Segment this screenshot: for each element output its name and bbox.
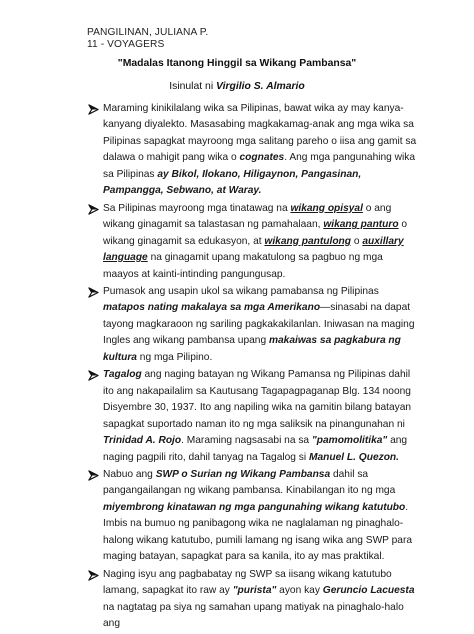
bullet-text: o wikang ginagamit sa edukasyon, at — [103, 219, 408, 247]
bullet-text: Nabuo ang — [103, 468, 156, 480]
bullet-text: o — [351, 235, 363, 247]
bullet-text: cognates — [239, 152, 285, 164]
document-title: "Madalas Itanong Hinggil sa Wikang Pambansa" — [117, 58, 357, 69]
bullet-text: ayon kay — [276, 585, 323, 597]
arrowhead-bullet-icon — [88, 104, 99, 115]
bullet-item — [88, 467, 418, 566]
bullet-text: . Ang mga pangunahing wika sa Pilipinas — [103, 152, 416, 180]
bullet-item — [88, 201, 418, 283]
bullet-text: wikang opisyal — [290, 202, 363, 214]
bullet-text: ay Bikol, Ilokano, Hiligaynon, Pangasinan, Pampangga, Sebwano, at Waray. — [103, 168, 362, 197]
student-header — [87, 27, 208, 51]
bullet-text: Maraming kinikilalang wika sa Pilipinas, bawat wika ay may kanya-kanyang diyalekto. Masasabing magkakamag-anak ang mga wika sa Pilipinas sapagkat mayroong mga salitang pareho o iisa ang gamit sa dalawa o mahigit pang wika o — [103, 103, 417, 164]
bullet-text: ang naging batayan ng Wikang Pamansa ng Pilipinas dahil ito ang nakapailalim sa — [103, 369, 411, 397]
bullet-text: Trinidad A. Rojo — [103, 435, 182, 447]
bullet-text: —sinasabi na dapat tayong magkaraoon ng sariling pagkakakilanlan. Iniwasan na maging Ingles ang wikang pambansa upang — [103, 302, 415, 347]
bullet-text: . Ito ang napiling wika na gamitin bilang batayan sapagkat suportado naman ito ng mga saliksik na pinangunahan ni — [103, 402, 412, 430]
bullet-text: ng mga Pilipino. — [136, 351, 213, 363]
arrowhead-bullet-icon — [88, 287, 99, 298]
arrowhead-bullet-icon — [88, 570, 99, 581]
bullet-text: ang naging pagpili rito, dahil tanyag na Tagalog si — [103, 435, 408, 463]
bullet-item — [88, 284, 418, 366]
bullet-text: na ginagamit upang makatulong sa pagbuo ng mga maayos at kainti-intinding pangungusap. — [103, 252, 383, 280]
bullet-text: dahil sa pangangailangan ng wikang pambansa. Kinabilangan ito ng mga — [103, 468, 396, 497]
bullet-text: Naging isyu ang pagbabatay ng SWP sa iisang wikang katutubo lamang, sapagkat ito raw ay — [103, 568, 392, 597]
bullet-text: Geruncio Lacuesta — [322, 585, 415, 597]
bullet-text: Kautusang Tagapagpaganap Blg. 134 noong Disyembre 30, 1937 — [103, 385, 411, 414]
bullet-text: . Imbis na bumuo ng panibagong wika ne naglalaman ng pinaghalo-halong wikang katutubo, pumili lamang ng isang wika ang SWP para maging batayan, sapagkat para sa kanila, ito ay mas praktikal. — [103, 501, 413, 563]
author-name: Virgilio S. Almario — [216, 81, 305, 92]
bullet-item — [88, 567, 418, 633]
bullet-text: Sa Pilipinas mayroong mga tinatawag na — [103, 202, 291, 214]
arrowhead-bullet-icon — [88, 370, 99, 381]
bullet-text: Pumasok ang usapin ukol sa wikang pamabansa ng Pilipinas — [103, 285, 379, 297]
bullet-item — [88, 367, 418, 466]
bullet-text: . Maraming nagsasabi na sa — [181, 435, 312, 447]
bullet-text: Manuel L. Quezon. — [308, 451, 399, 463]
bullet-text: makaiwas sa pagkabura ng kultura — [103, 335, 401, 363]
arrowhead-bullet-icon — [88, 204, 99, 215]
bullet-text: Tagalog — [103, 369, 142, 381]
bullet-text: "pamomolitika" — [311, 435, 388, 447]
bullet-list — [88, 101, 418, 634]
student-name: PANGILINAN, JULIANA P. — [87, 27, 209, 38]
byline — [0, 81, 474, 92]
bullet-text: SWP o Surian ng Wikang Pambansa — [155, 468, 331, 480]
class-section: 11 - VOYAGERS — [87, 39, 165, 50]
bullet-text: o ang wikang ginagamit sa talastasan ng pamahalaan, — [103, 202, 392, 231]
arrowhead-bullet-icon — [88, 470, 99, 481]
bullet-text: miyembrong kinatawan ng mga pangunahing wikang katutubo — [103, 501, 406, 513]
bullet-text: wikang pantulong — [264, 235, 351, 247]
bullet-text: matapos nating makalaya sa mga Amerikano — [103, 302, 321, 314]
bullet-text: na nagtatag pa siya ng samahan upang matiyak na pinaghalo-halo ang — [103, 601, 404, 630]
bullet-item — [88, 101, 418, 200]
bullet-text: auxillary language — [103, 235, 404, 264]
byline-prefix: Isinulat ni — [169, 81, 217, 92]
bullet-text: "purista" — [232, 585, 277, 597]
bullet-text: wikang panturo — [323, 219, 399, 231]
